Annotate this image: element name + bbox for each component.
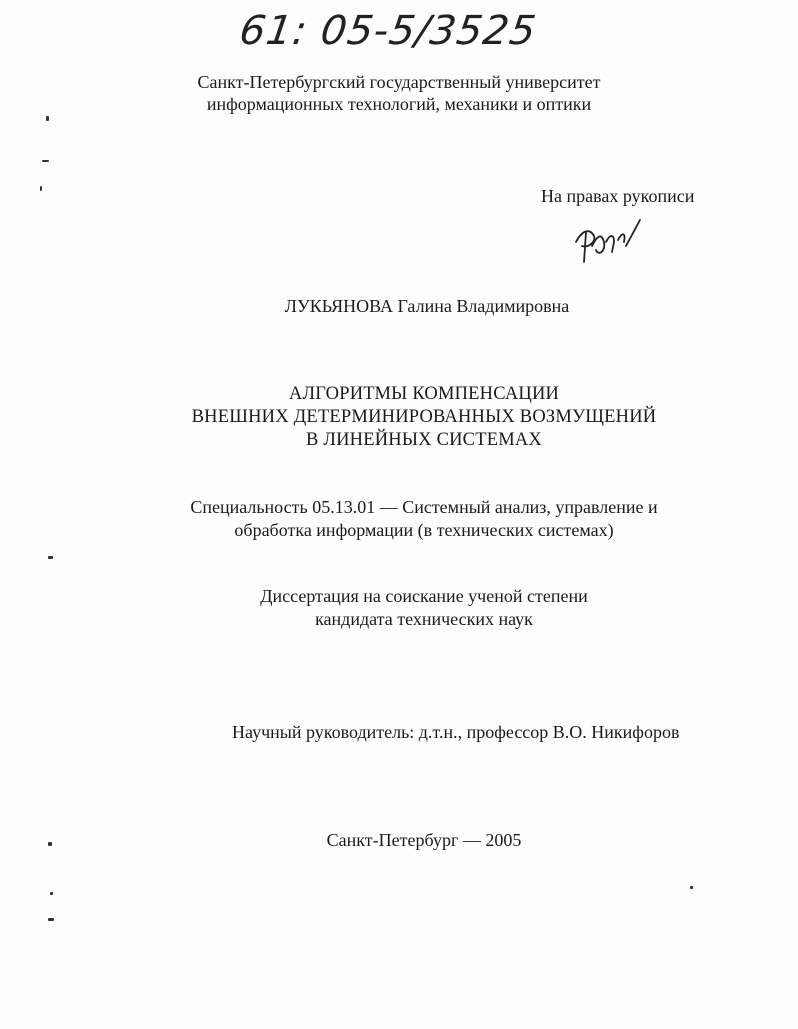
dissertation-line-2: кандидата технических наук: [315, 609, 533, 629]
specialty-line-2: обработка информации (в технических системах): [234, 520, 614, 540]
scan-speck: [50, 892, 53, 895]
handwritten-archive-code: 61: 05-5/3525: [236, 8, 540, 54]
institution-line-1: Санкт-Петербургский государственный университет: [197, 72, 601, 92]
scan-speck: [48, 918, 54, 921]
title-line-2: ВНЕШНИХ ДЕТЕРМИНИРОВАННЫХ ВОЗМУЩЕНИЙ: [191, 407, 657, 427]
scientific-supervisor: Научный руководитель: д.т.н., профессор В.О. Никифоров: [232, 722, 680, 742]
title-line-1: АЛГОРИТМЫ КОМПЕНСАЦИИ: [288, 384, 560, 404]
scan-speck: [48, 842, 52, 846]
specialty-line-1: Специальность 05.13.01 — Системный анализ, управление и: [190, 497, 658, 517]
institution-line-2: информационных технологий, механики и оптики: [206, 94, 592, 114]
title-line-3: В ЛИНЕЙНЫХ СИСТЕМАХ: [306, 430, 542, 450]
dissertation-line-1: Диссертация на соискание ученой степени: [260, 586, 588, 606]
scan-speck: [42, 160, 49, 162]
scan-speck: [48, 556, 53, 559]
place-and-year: Санкт-Петербург — 2005: [326, 830, 522, 850]
manuscript-rights-note: На правах рукописи: [541, 186, 695, 206]
author-name: ЛУКЬЯНОВА Галина Владимировна: [284, 296, 570, 316]
signature: [568, 212, 648, 272]
scan-speck: [690, 886, 693, 889]
scan-speck: [40, 186, 42, 191]
scan-speck: [46, 116, 49, 121]
